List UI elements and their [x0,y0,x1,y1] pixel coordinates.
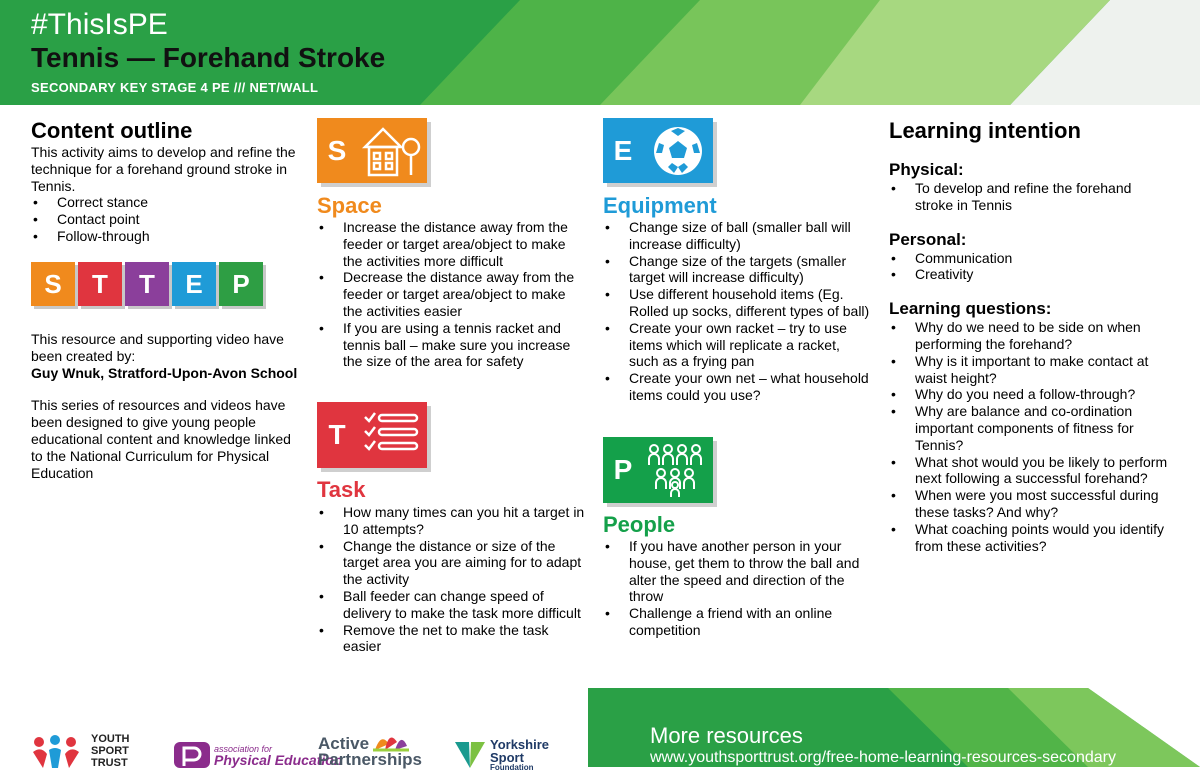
sport-word: Sport [490,750,524,765]
yst-word-3: TRUST [91,757,128,769]
space-section [317,219,587,370]
equipment-heading: Equipment [603,193,717,218]
list-item: • Use different household items (Eg. Rolled up socks, different types of ball) [603,286,873,320]
header-banner [0,0,1200,105]
list-item: • Contact point [31,211,301,228]
yorkshire-sport-logo [453,738,549,772]
yorkshire-word: Yorkshire [490,737,550,752]
page-subtitle: SECONDARY KEY STAGE 4 PE /// NET/WALL [31,80,319,95]
list-item: • Why is it important to make contact at waist height? [889,353,1169,387]
list-item: • Change the distance or size of the target area you are aiming for to adapt the activity [317,538,587,588]
foundation-word: Foundation [490,763,534,772]
learning-intention-heading: Learning intention [889,118,1081,143]
checklist-icon [357,402,427,468]
equipment-tile [603,118,713,183]
afpe-p-icon [172,740,212,770]
list-item: • Change size of ball (smaller ball will increase difficulty) [603,219,873,253]
yst-word-1: YOUTH [91,733,130,745]
content-outline-heading: Content outline [31,118,193,143]
list-item: • Correct stance [31,194,301,211]
task-heading: Task [317,477,366,502]
list-item: • If you are using a tennis racket and tennis ball – make sure you increase the size of the area for safety [317,320,587,370]
equipment-letter: E [613,134,633,166]
sttep-e: E [172,262,216,306]
list-item: • Decrease the distance away from the feeder or target area/object to make the activities easier [317,269,587,319]
sttep-t2: T [125,262,169,306]
equipment-section [603,219,873,404]
space-tile [317,118,427,183]
page-title: Tennis — Forehand Stroke [31,42,386,73]
learning-intention-section [889,118,1169,554]
list-item: • Why are balance and co-ordination important components of fitness for Tennis? [889,403,1169,453]
house-tree-icon [357,118,427,183]
list-item: • Why do you need a follow-through? [889,386,1169,403]
content-outline-section [31,118,301,245]
afpe-logo [172,740,342,770]
created-by-text: This resource and supporting video have been created by: [31,331,284,364]
active-flame-icon [371,730,411,752]
learning-questions-list [889,319,1169,554]
personal-list [889,250,1169,284]
task-section [317,504,587,655]
list-item: • Follow-through [31,228,301,245]
more-resources-link[interactable]: www.youthsporttrust.org/free-home-learning-resources-secondary [650,749,1116,766]
list-item: • Why do we need to be side on when performing the forehand? [889,319,1169,353]
series-text: This series of resources and videos have been designed to give young people educational content and knowledge linked to the National Curriculum for Physical Education [31,397,291,481]
group-icon [643,437,713,503]
task-letter: T [328,419,346,450]
afpe-small-text: association for [214,744,273,754]
list-item: • What shot would you be likely to perform next following a successful forehand? [889,454,1169,488]
list-item: • Challenge a friend with an online competition [603,605,873,639]
yst-figures-icon [31,734,83,768]
list-item: • To develop and refine the forehand stroke in Tennis [889,180,1169,214]
sttep-p: P [219,262,263,306]
space-letter: S [327,134,347,166]
partnerships-word: Partnerships [318,750,422,769]
list-item: • Change size of the targets (smaller target will increase difficulty) [603,253,873,287]
sttep-t1: T [78,262,122,306]
list-item: • Creativity [889,266,1169,283]
list-item: • If you have another person in your house, get them to throw the ball and alter the speed and direction of the throw [603,538,873,605]
hashtag: #ThisIsPE [31,8,168,41]
content-outline-list [31,194,301,244]
sttep-logo [31,262,263,306]
list-item: • Create your own racket – try to use items which will replicate a racket, such as a frying pan [603,320,873,370]
more-resources-title: More resources [650,723,803,748]
space-heading: Space [317,193,382,218]
task-list [317,504,587,655]
active-word: Active [318,734,370,753]
yst-word-2: SPORT [91,745,129,757]
afpe-big-text: Physical Education [214,752,343,768]
people-letter: P [613,454,633,485]
yorkshire-v-icon [453,740,487,770]
list-item: • Increase the distance away from the feeder or target area/object to make the activities more difficult [317,219,587,269]
physical-list [889,180,1169,214]
physical-heading: Physical: [889,160,964,179]
list-item: • How many times can you hit a target in 10 attempts? [317,504,587,538]
football-icon [643,118,713,183]
list-item: • Create your own net – what household items could you use? [603,370,873,404]
sttep-s: S [31,262,75,306]
credits-section [31,331,301,481]
list-item: • When were you most successful during these tasks? And why? [889,487,1169,521]
people-section [603,538,873,639]
content-outline-intro: This activity aims to develop and refine the technique for a forehand ground stroke in Tennis. [31,144,296,194]
list-item: • Ball feeder can change speed of delivery to make the task more difficult [317,588,587,622]
list-item: • Communication [889,250,1169,267]
equipment-list [603,219,873,404]
list-item: • Remove the net to make the task easier [317,622,587,656]
people-tile [603,437,713,503]
author-name: Guy Wnuk, Stratford-Upon-Avon School [31,364,298,381]
youth-sport-trust-logo [31,733,130,769]
learning-questions-heading: Learning questions: [889,299,1052,319]
people-heading: People [603,512,676,537]
list-item: • What coaching points would you identify from these activities? [889,521,1169,555]
active-partnerships-logo [318,730,422,768]
space-list [317,219,587,370]
task-tile [317,402,427,468]
people-list [603,538,873,639]
personal-heading: Personal: [889,229,967,249]
